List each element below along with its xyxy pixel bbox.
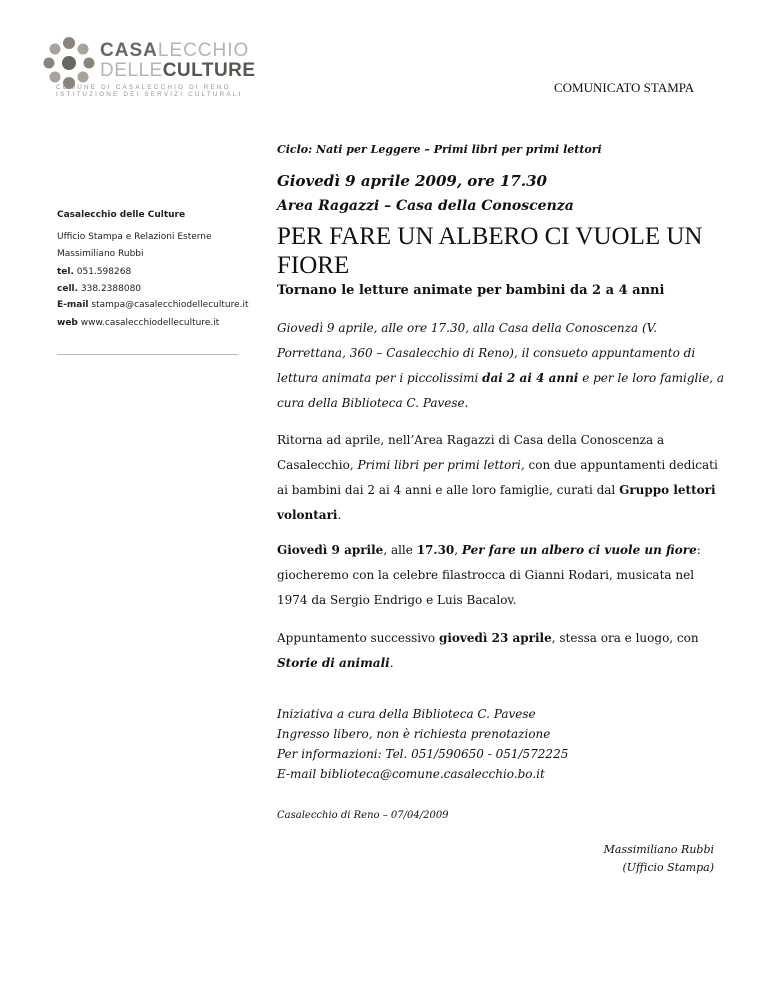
sidebar-tel: tel. 051.598268	[57, 267, 132, 277]
info-line: Iniziativa a cura della Biblioteca C. Pavese	[277, 707, 536, 721]
paragraph-return: Ritorna ad aprile, nell’Area Ragazzi di Casa della Conoscenza a Casalecchio, Primi libri per primi lettori, con due appuntamenti dedicati ai bambini dai 2 ai 4 anni e alle loro famiglie, curati dal Gruppo lettori volontari.	[277, 433, 718, 522]
paragraph-first-event: Giovedì 9 aprile, alle 17.30, Per fare un albero ci vuole un fiore: giocheremo con la celebre filastrocca di Gianni Rodari, musicata nel 1974 da Sergio Endrigo e Luis Bacalov.	[277, 543, 701, 607]
logo	[40, 34, 256, 98]
document-type-label: COMUNICATO STAMPA	[554, 80, 695, 95]
signature-role: (Ufficio Stampa)	[622, 861, 714, 874]
logo-subtitle-comune: COMUNE DI CASALECCHIO DI RENO	[56, 84, 231, 91]
subtitle: Tornano le letture animate per bambini da 2 a 4 anni	[277, 283, 665, 298]
sidebar-email: E-mail stampa@casalecchiodelleculture.it	[57, 300, 249, 310]
logo-subtitle-istituzione: ISTITUZIONE DEI SERVIZI CULTURALI	[56, 91, 243, 98]
signature-block	[604, 841, 714, 877]
event-date-heading: Giovedì 9 aprile 2009, ore 17.30	[277, 172, 547, 190]
signature-name: Massimiliano Rubbi	[603, 843, 714, 856]
web-link[interactable]: www.casalecchiodelleculture.it	[80, 318, 220, 328]
event-location-heading: Area Ragazzi – Casa della Conoscenza	[277, 198, 574, 214]
paragraph-intro: Giovedì 9 aprile, alle ore 17.30, alla Casa della Conoscenza (V. Porrettana, 360 – Casalecchio di Reno), il consueto appuntamento di lettura animata per i piccolissimi dai 2 ai 4 anni e per le loro famiglie, a cura della Biblioteca C. Pavese.	[277, 321, 725, 410]
info-block	[277, 704, 717, 784]
sidebar-web: web www.casalecchiodelleculture.it	[57, 318, 220, 328]
info-line: Ingresso libero, non è richiesta prenotazione	[277, 727, 551, 741]
info-line: Per informazioni: Tel. 051/590650 - 051/572225	[277, 747, 569, 761]
sidebar-contact-person: Massimiliano Rubbi	[57, 249, 144, 259]
info-email-line: E-mail biblioteca@comune.casalecchio.bo.it	[277, 767, 545, 781]
logo-wordmark-culture: DELLECULTURE	[100, 60, 256, 81]
place-date: Casalecchio di Reno – 07/04/2009	[277, 810, 449, 821]
sidebar-divider	[57, 354, 238, 355]
series-line: Ciclo: Nati per Leggere – Primi libri per primi lettori	[277, 143, 602, 156]
sidebar-org-name: Casalecchio delle Culture	[57, 210, 186, 220]
sidebar-cell: cell. 338.2388080	[57, 284, 142, 294]
paragraph-next-event: Appuntamento successivo giovedì 23 aprile, stessa ora e luogo, con Storie di animali.	[277, 631, 699, 670]
page-title: PER FARE UN ALBERO CI VUOLE UN FIORE	[277, 223, 703, 279]
logo-wordmark-casa: CASALECCHIO	[100, 40, 250, 61]
email-link[interactable]: stampa@casalecchiodelleculture.it	[91, 300, 249, 310]
sidebar-office: Ufficio Stampa e Relazioni Esterne	[57, 232, 212, 242]
